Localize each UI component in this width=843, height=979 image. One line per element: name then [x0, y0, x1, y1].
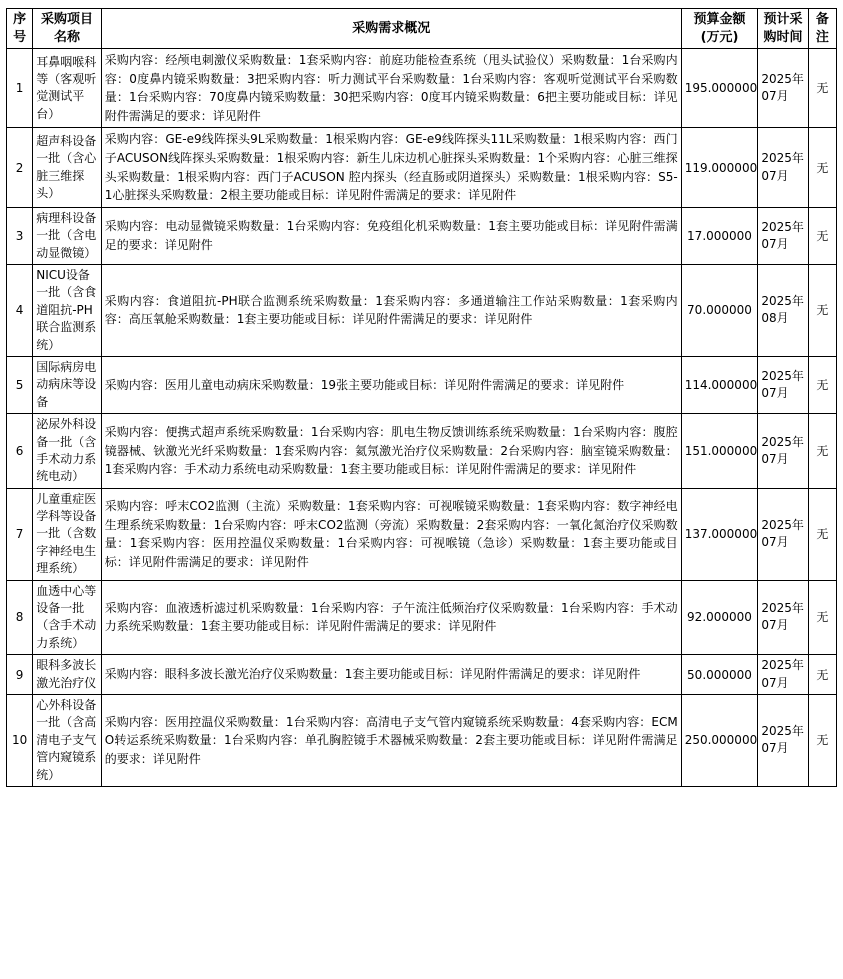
table-header [7, 9, 837, 49]
cell-time: 2025年07月 [758, 580, 808, 655]
cell-budget: 137.000000 [681, 488, 758, 580]
cell-project-name: NICU设备一批（含食道阻抗-PH联合监测系统） [33, 265, 102, 357]
cell-requirement: 采购内容：眼科多波长激光治疗仪采购数量：1套主要功能或目标：详见附件需满足的要求：详见附件 [101, 655, 681, 695]
cell-seq: 9 [7, 655, 33, 695]
cell-seq: 7 [7, 488, 33, 580]
cell-seq: 3 [7, 207, 33, 264]
cell-budget: 92.000000 [681, 580, 758, 655]
cell-budget: 151.000000 [681, 414, 758, 489]
cell-budget: 119.000000 [681, 128, 758, 207]
cell-note: 无 [808, 488, 836, 580]
cell-requirement: 采购内容：血液透析滤过机采购数量：1台采购内容：子午流注低频治疗仪采购数量：1台采购内容：手术动力系统采购数量：1套主要功能或目标：详见附件需满足的要求：详见附件 [101, 580, 681, 655]
column-header-name: 采购项目名称 [33, 9, 102, 49]
cell-project-name: 心外科设备一批（含高清电子支气管内窥镜系统） [33, 695, 102, 787]
table-header-row [7, 9, 837, 49]
table-row [7, 128, 837, 207]
cell-note: 无 [808, 49, 836, 128]
cell-requirement: 采购内容：食道阻抗-PH联合监测系统采购数量：1套采购内容：多通道输注工作站采购数量：1套采购内容：高压氧舱采购数量：1套主要功能或目标：详见附件需满足的要求：详见附件 [101, 265, 681, 357]
cell-seq: 6 [7, 414, 33, 489]
cell-seq: 4 [7, 265, 33, 357]
cell-project-name: 血透中心等设备一批（含手术动力系统） [33, 580, 102, 655]
cell-project-name: 耳鼻咽喉科等（客观听觉测试平台） [33, 49, 102, 128]
cell-time: 2025年07月 [758, 655, 808, 695]
table-row [7, 265, 837, 357]
cell-note: 无 [808, 265, 836, 357]
cell-budget: 250.000000 [681, 695, 758, 787]
table-row [7, 655, 837, 695]
column-header-time: 预计采购时间 [758, 9, 808, 49]
table-row [7, 49, 837, 128]
cell-seq: 10 [7, 695, 33, 787]
table-row [7, 414, 837, 489]
cell-requirement: 采购内容：医用儿童电动病床采购数量：19张主要功能或目标：详见附件需满足的要求：详见附件 [101, 356, 681, 413]
column-header-amount: 预算金额(万元) [681, 9, 758, 49]
cell-requirement: 采购内容：经颅电刺激仪采购数量：1套采购内容：前庭功能检查系统（甩头试验仪）采购数量：1台采购内容：0度鼻内镜采购数量：3把采购内容：听力测试平台采购数量：1台采购内容：客观听觉测试平台采购数量：1台采购内容：70度鼻内镜采购数量：30把采购内容：0度耳内镜采购数量：6把主要功能或目标：详见附件需满足的要求：详见附件 [101, 49, 681, 128]
cell-project-name: 国际病房电动病床等设备 [33, 356, 102, 413]
table-body [7, 49, 837, 787]
cell-note: 无 [808, 207, 836, 264]
cell-time: 2025年07月 [758, 128, 808, 207]
column-header-seq: 序号 [7, 9, 33, 49]
cell-note: 无 [808, 356, 836, 413]
cell-project-name: 泌尿外科设备一批（含手术动力系统电动） [33, 414, 102, 489]
cell-seq: 8 [7, 580, 33, 655]
table-row [7, 695, 837, 787]
table-row [7, 356, 837, 413]
cell-seq: 1 [7, 49, 33, 128]
cell-seq: 2 [7, 128, 33, 207]
cell-project-name: 眼科多波长激光治疗仪 [33, 655, 102, 695]
cell-note: 无 [808, 695, 836, 787]
cell-note: 无 [808, 655, 836, 695]
cell-project-name: 超声科设备一批（含心脏三维探头） [33, 128, 102, 207]
column-header-desc: 采购需求概况 [101, 9, 681, 49]
cell-requirement: 采购内容：便携式超声系统采购数量：1台采购内容：肌电生物反馈训练系统采购数量：1台采购内容：腹腔镜器械、钬激光光纤采购数量：1套采购内容：氦氖激光治疗仪采购数量：2台采购内容：脑室镜采购数量：1套采购内容：手术动力系统电动采购数量：1套主要功能或目标：详见附件需满足的要求：详见附件 [101, 414, 681, 489]
cell-budget: 195.000000 [681, 49, 758, 128]
table-row [7, 580, 837, 655]
cell-seq: 5 [7, 356, 33, 413]
cell-project-name: 儿童重症医学科等设备一批（含数字神经电生理系统） [33, 488, 102, 580]
cell-requirement: 采购内容：医用控温仪采购数量：1台采购内容：高清电子支气管内窥镜系统采购数量：4套采购内容：ECMO转运系统采购数量：1台采购内容：单孔胸腔镜手术器械采购数量：2套主要功能或目标：详见附件需满足的要求：详见附件 [101, 695, 681, 787]
cell-requirement: 采购内容：呼末CO2监测（主流）采购数量：1套采购内容：可视喉镜采购数量：1套采购内容：数字神经电生理系统采购数量：1台采购内容：呼末CO2监测（旁流）采购数量：2套采购内容：一氧化氮治疗仪采购数量：1套采购内容：医用控温仪采购数量：1台采购内容：可视喉镜（急诊）采购数量：1套主要功能或目标：详见附件需满足的要求：详见附件 [101, 488, 681, 580]
cell-time: 2025年07月 [758, 49, 808, 128]
cell-requirement: 采购内容：GE-e9线阵探头9L采购数量：1根采购内容：GE-e9线阵探头11L采购数量：1根采购内容：西门子ACUSON线阵探头采购数量：1根采购内容：新生儿床边机心脏探头采购数量：1个采购内容：心脏三维探头采购数量：1根采购内容：西门子ACUSON 腔内探头（经直肠或阴道探头）采购数量：1根采购内容：S5-1心脏探头采购数量：2根主要功能或目标：详见附件需满足的要求：详见附件 [101, 128, 681, 207]
cell-project-name: 病理科设备一批（含电动显微镜） [33, 207, 102, 264]
cell-time: 2025年07月 [758, 695, 808, 787]
cell-time: 2025年07月 [758, 414, 808, 489]
cell-budget: 50.000000 [681, 655, 758, 695]
cell-budget: 17.000000 [681, 207, 758, 264]
cell-note: 无 [808, 128, 836, 207]
cell-time: 2025年07月 [758, 356, 808, 413]
cell-budget: 70.000000 [681, 265, 758, 357]
cell-budget: 114.000000 [681, 356, 758, 413]
table-row [7, 488, 837, 580]
procurement-table [6, 8, 837, 787]
column-header-note: 备注 [808, 9, 836, 49]
cell-time: 2025年07月 [758, 207, 808, 264]
cell-note: 无 [808, 414, 836, 489]
cell-requirement: 采购内容：电动显微镜采购数量：1台采购内容：免疫组化机采购数量：1套主要功能或目标：详见附件需满足的要求：详见附件 [101, 207, 681, 264]
cell-time: 2025年08月 [758, 265, 808, 357]
cell-time: 2025年07月 [758, 488, 808, 580]
table-row [7, 207, 837, 264]
cell-note: 无 [808, 580, 836, 655]
